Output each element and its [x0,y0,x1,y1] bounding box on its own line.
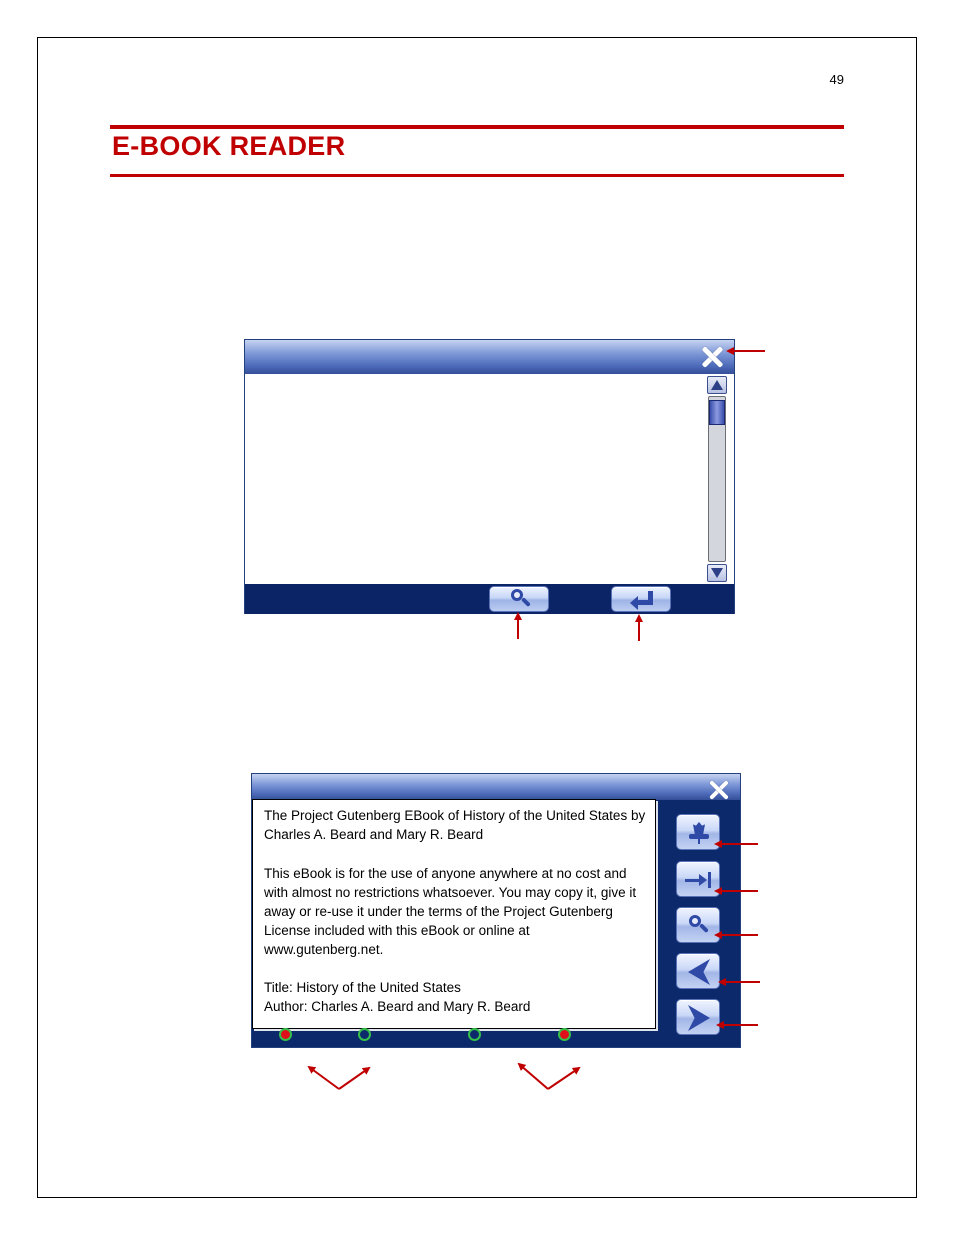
bottom-toolbar [245,584,734,614]
search-button[interactable] [489,586,549,612]
title-rule-top [110,125,844,129]
enter-return-icon [630,590,656,610]
author-line: Author: Charles A. Beard and Mary R. Beard [264,999,531,1014]
magnifier-icon [509,588,531,610]
goto-page-button[interactable] [676,861,720,897]
vertical-scrollbar[interactable] [705,376,729,582]
book-text-panel[interactable] [252,799,656,1029]
next-page-button[interactable] [676,999,720,1035]
page-number: 49 [829,72,844,87]
title-bar [245,340,734,374]
title-rule-bottom [110,174,844,177]
search-button[interactable] [676,907,720,943]
magnifier-icon [687,914,709,936]
previous-page-button[interactable] [676,953,720,989]
text-area[interactable] [245,374,703,584]
close-icon[interactable] [708,779,730,801]
title-bar [252,774,740,800]
title-line: Title: History of the United States [264,980,461,995]
bookmark-button[interactable] [676,814,720,850]
indicator-dot[interactable] [358,1028,371,1041]
text-paragraph: This eBook is for the use of anyone anywhere at no cost and with almost no restrictions whatsoever. You may copy it, give it away or re-use it under the terms of the Project Gutenberg License included with this eBook or online at www.gutenberg.net. [264,866,637,957]
scroll-track[interactable] [708,396,726,562]
goto-tab-icon [685,872,713,888]
arrow-left-icon [688,959,710,985]
scroll-up-button[interactable] [707,376,727,394]
ebook-reader-window-text [251,773,741,1048]
scroll-down-button[interactable] [707,564,727,582]
triangle-down-icon [711,568,723,578]
section-title: E-BOOK READER [112,131,346,161]
arrow-right-icon [688,1005,710,1031]
ebook-reader-window-empty [244,339,735,614]
indicator-dot[interactable] [279,1028,292,1041]
enter-button[interactable] [611,586,671,612]
close-icon[interactable] [700,345,724,369]
text-paragraph: The Project Gutenberg EBook of History of the United States by Charles A. Beard and Mary R. Beard [264,808,646,842]
indicator-dot[interactable] [558,1028,571,1041]
triangle-up-icon [711,380,723,390]
text-title-author [264,978,649,1016]
leaf-bookmark-icon [689,822,709,844]
scroll-thumb[interactable] [709,400,725,425]
indicator-dot[interactable] [468,1028,481,1041]
